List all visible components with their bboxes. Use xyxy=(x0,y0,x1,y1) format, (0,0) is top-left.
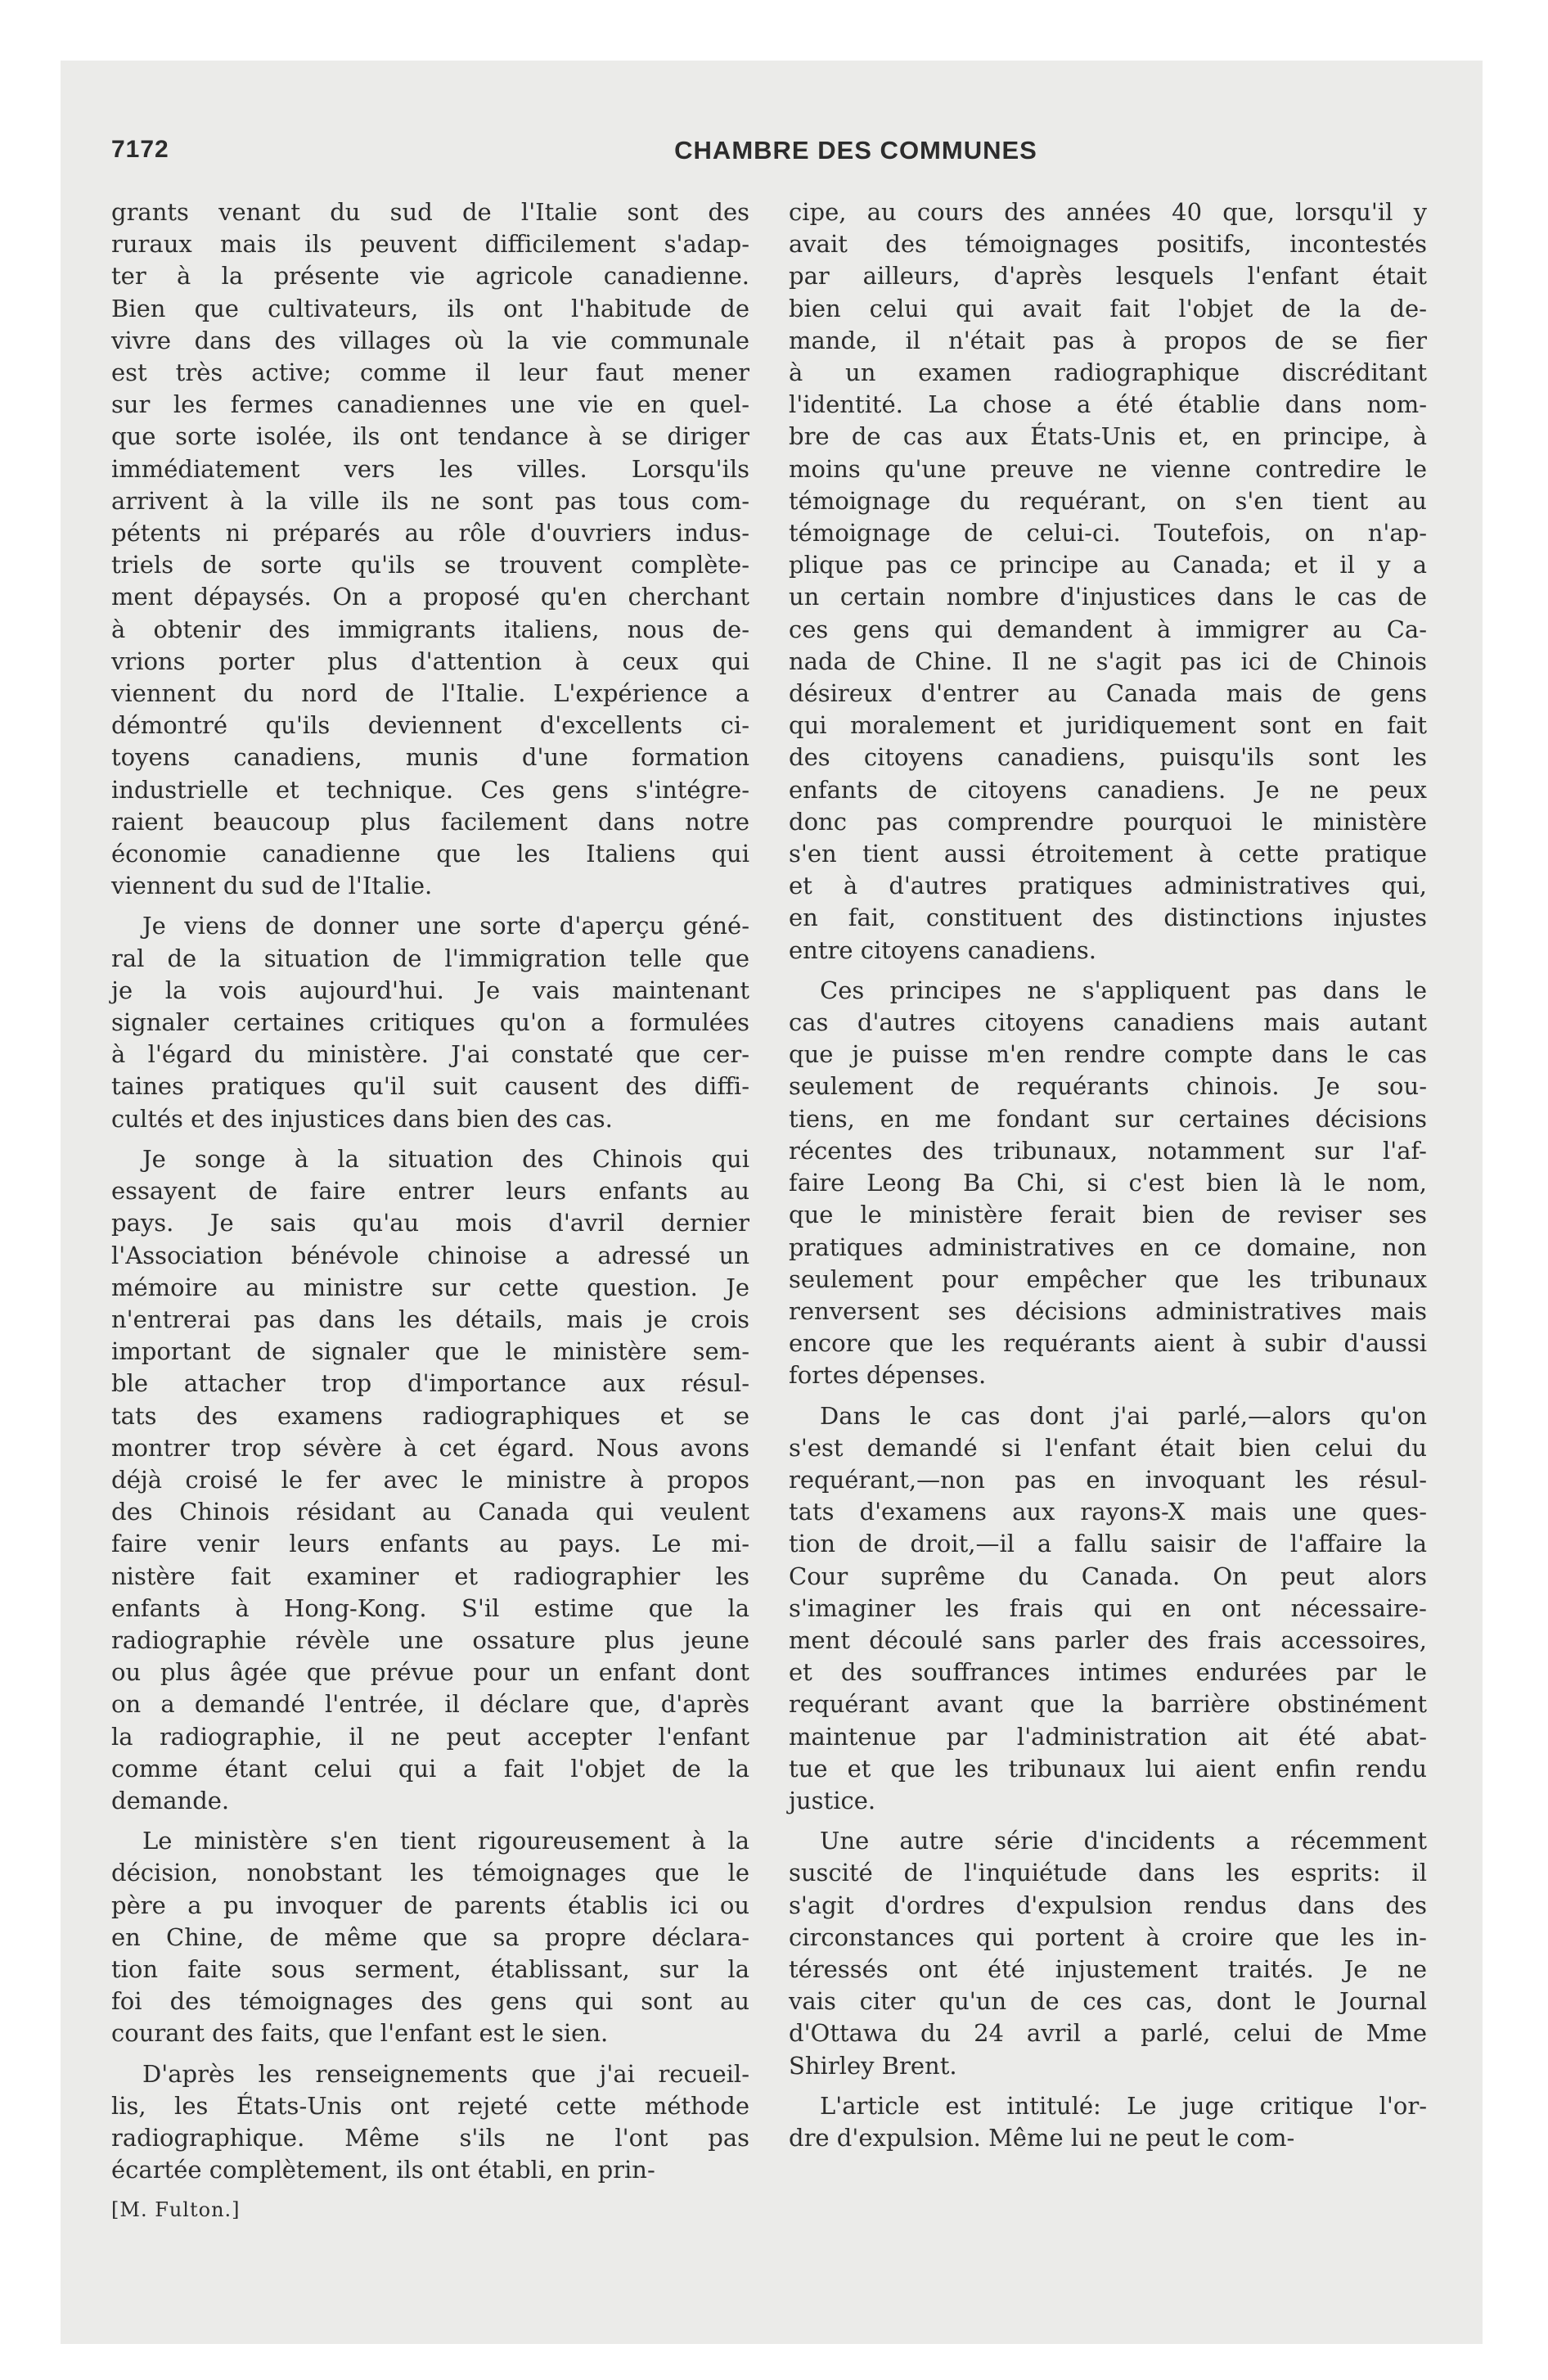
paragraph xyxy=(789,1825,1427,2082)
paragraph xyxy=(111,2058,749,2187)
text-line: est très active; comme il leur faut mener xyxy=(111,358,749,387)
text-line: que sorte isolée, ils ont tendance à se diriger xyxy=(111,422,749,451)
text-line: qui moralement et juridiquement sont en fait xyxy=(789,711,1427,740)
text-line: suscité de l'inquiétude dans les esprits: il xyxy=(789,1859,1427,1887)
text-line: témoignage de celui-ci. Toutefois, on n'ap- xyxy=(789,519,1427,548)
running-title: CHAMBRE DES COMMUNES xyxy=(674,136,1037,165)
text-line: donc pas comprendre pourquoi le ministère xyxy=(789,807,1427,836)
text-line: à obtenir des immigrants italiens, nous de- xyxy=(111,615,749,643)
text-line: tats des examens radiographiques et se xyxy=(111,1401,749,1430)
text-line: tion de droit,—il a fallu saisir de l'affaire la xyxy=(789,1530,1427,1558)
text-line: décision, nonobstant les témoignages que le xyxy=(111,1859,749,1887)
text-line: désireux d'entrer au Canada mais de gens xyxy=(789,679,1427,708)
text-line: on a demandé l'entrée, il déclare que, d'après xyxy=(111,1690,749,1719)
text-line: requérant,—non pas en invoquant les résul- xyxy=(789,1465,1427,1494)
paragraph xyxy=(789,196,1427,967)
text-line: pratiques administratives en ce domaine, non xyxy=(789,1233,1427,1261)
text-line: tion faite sous serment, établissant, sur la xyxy=(111,1954,749,1983)
text-line: radiographique. Même s'ils ne l'ont pas xyxy=(111,2123,749,2152)
text-line: je la vois aujourd'hui. Je vais maintenant xyxy=(111,976,749,1004)
text-line: bre de cas aux États-Unis et, en principe, à xyxy=(789,422,1427,451)
text-line: téressés ont été injustement traités. Je ne xyxy=(789,1954,1427,1983)
text-line: plique pas ce principe au Canada; et il y a xyxy=(789,551,1427,579)
text-line: à un examen radiographique discréditant xyxy=(789,358,1427,387)
paragraph xyxy=(111,1143,749,1817)
text-line: récentes des tribunaux, notamment sur l'af- xyxy=(789,1136,1427,1165)
text-line: vivre dans des villages où la vie communale xyxy=(111,326,749,354)
document-page xyxy=(111,131,1443,2324)
text-line: circonstances qui portent à croire que les in- xyxy=(789,1922,1427,1951)
text-line: demande. xyxy=(111,1786,230,1814)
text-line: l'Association bénévole chinoise a adressé un xyxy=(111,1241,749,1269)
text-line: D'après les renseignements que j'ai recueil- xyxy=(142,2059,749,2088)
text-line: foi des témoignages des gens qui sont au xyxy=(111,1987,749,2016)
text-line: justice. xyxy=(789,1786,876,1814)
text-line: pays. Je sais qu'au mois d'avril dernier xyxy=(111,1209,749,1237)
text-line: nistère fait examiner et radiographier les xyxy=(111,1562,749,1590)
text-line: signaler certaines critiques qu'on a formulées xyxy=(111,1008,749,1037)
text-line: écartée complètement, ils ont établi, en prin- xyxy=(111,2156,655,2184)
text-line: Le ministère s'en tient rigoureusement à la xyxy=(142,1827,749,1855)
text-line: mémoire au ministre sur cette question. Je xyxy=(111,1273,749,1301)
text-line: immédiatement vers les villes. Lorsqu'ils xyxy=(111,454,749,483)
speaker-attribution: [M. Fulton.] xyxy=(111,2198,241,2222)
text-line: s'en tient aussi étroitement à cette pratique xyxy=(789,840,1427,868)
text-line: un certain nombre d'injustices dans le cas de xyxy=(789,583,1427,611)
text-line: Shirley Brent. xyxy=(789,2051,957,2080)
text-line: s'imaginer les frais qui en ont nécessaire- xyxy=(789,1593,1427,1622)
text-line: Bien que cultivateurs, ils ont l'habitude de xyxy=(111,294,749,322)
text-line: en fait, constituent des distinctions injustes xyxy=(789,904,1427,932)
text-line: ou plus âgée que prévue pour un enfant dont xyxy=(111,1658,749,1687)
text-line: enfants à Hong-Kong. S'il estime que la xyxy=(111,1593,749,1622)
text-line: en Chine, de même que sa propre déclara- xyxy=(111,1922,749,1951)
text-line: raient beaucoup plus facilement dans notre xyxy=(111,807,749,836)
text-line: vrions porter plus d'attention à ceux qui xyxy=(111,647,749,675)
text-line: maintenue par l'administration ait été abat- xyxy=(789,1722,1427,1751)
text-line: par ailleurs, d'après lesquels l'enfant était xyxy=(789,262,1427,291)
text-line: Ces principes ne s'appliquent pas dans le xyxy=(820,976,1427,1004)
text-line: viennent du nord de l'Italie. L'expérience a xyxy=(111,679,749,708)
text-line: taines pratiques qu'il suit causent des diffi- xyxy=(111,1072,749,1101)
text-line: Je viens de donner une sorte d'aperçu géné- xyxy=(142,912,749,940)
text-line: toyens canadiens, munis d'une formation xyxy=(111,743,749,772)
text-line: mande, il n'était pas à propos de se fier xyxy=(789,326,1427,354)
page-number: 7172 xyxy=(111,136,169,163)
left-column xyxy=(111,196,749,2227)
paragraph xyxy=(111,1825,749,2049)
text-line: ble attacher trop d'importance aux résul- xyxy=(111,1369,749,1398)
text-line: fortes dépenses. xyxy=(789,1361,987,1390)
text-line: Dans le cas dont j'ai parlé,—alors qu'on xyxy=(820,1401,1427,1430)
text-line: l'identité. La chose a été établie dans nom- xyxy=(789,390,1427,419)
text-line: tats d'examens aux rayons-X mais une ques- xyxy=(789,1498,1427,1526)
text-line: des citoyens canadiens, puisqu'ils sont les xyxy=(789,743,1427,772)
text-line: d'Ottawa du 24 avril a parlé, celui de Mme xyxy=(789,2019,1427,2048)
text-line: ral de la situation de l'immigration telle que xyxy=(111,944,749,972)
text-line: Une autre série d'incidents a récemment xyxy=(820,1827,1427,1855)
text-line: et à d'autres pratiques administratives qui, xyxy=(789,872,1427,900)
text-line: des Chinois résidant au Canada qui veulent xyxy=(111,1498,749,1526)
text-line: et des souffrances intimes endurées par le xyxy=(789,1658,1427,1687)
text-line: radiographie révèle une ossature plus jeune xyxy=(111,1625,749,1654)
text-line: encore que les requérants aient à subir d'aussi xyxy=(789,1329,1427,1358)
text-line: arrivent à la ville ils ne sont pas tous com- xyxy=(111,486,749,515)
text-line: sur les fermes canadiennes une vie en quel- xyxy=(111,390,749,419)
paragraph xyxy=(789,1400,1427,1818)
text-line: renversent ses décisions administratives mais xyxy=(789,1296,1427,1325)
text-line: triels de sorte qu'ils se trouvent complète- xyxy=(111,551,749,579)
text-line: s'est demandé si l'enfant était bien celui du xyxy=(789,1433,1427,1462)
text-line: seulement pour empêcher que les tribunaux xyxy=(789,1264,1427,1293)
text-line: cultés et des injustices dans bien des cas. xyxy=(111,1104,613,1133)
text-line: entre citoyens canadiens. xyxy=(789,935,1096,964)
text-line: ment découlé sans parler des frais accessoires, xyxy=(789,1625,1427,1654)
text-line: témoignage du requérant, on s'en tient au xyxy=(789,486,1427,515)
text-line: moins qu'une preuve ne vienne contredire le xyxy=(789,454,1427,483)
text-line: viennent du sud de l'Italie. xyxy=(111,872,433,900)
text-line: dre d'expulsion. Même lui ne peut le com- xyxy=(789,2123,1295,2152)
text-line: comme étant celui qui a fait l'objet de la xyxy=(111,1754,749,1783)
text-line: cas d'autres citoyens canadiens mais autant xyxy=(789,1008,1427,1037)
text-line: nada de Chine. Il ne s'agit pas ici de Chinois xyxy=(789,647,1427,675)
text-line: grants venant du sud de l'Italie sont des xyxy=(111,198,749,226)
text-line: cipe, au cours des années 40 que, lorsqu'il y xyxy=(789,198,1427,226)
text-line: n'entrerai pas dans les détails, mais je crois xyxy=(111,1305,749,1333)
text-line: avait des témoignages positifs, incontestés xyxy=(789,230,1427,259)
text-line: ruraux mais ils peuvent difficilement s'adap- xyxy=(111,230,749,259)
text-line: L'article est intitulé: Le juge critique l'or- xyxy=(820,2091,1427,2120)
text-line: requérant avant que la barrière obstinément xyxy=(789,1690,1427,1719)
paragraph xyxy=(111,196,749,902)
text-line: bien celui qui avait fait l'objet de la de- xyxy=(789,294,1427,322)
text-line: faire venir leurs enfants au pays. Le mi- xyxy=(111,1530,749,1558)
text-line: que le ministère ferait bien de reviser ses xyxy=(789,1201,1427,1229)
text-line: que je puisse m'en rendre compte dans le cas xyxy=(789,1040,1427,1069)
text-line: faire Leong Ba Chi, si c'est bien là le nom, xyxy=(789,1169,1427,1197)
page-header xyxy=(111,131,1443,172)
text-line: à l'égard du ministère. J'ai constaté que cer- xyxy=(111,1040,749,1069)
text-line: ter à la présente vie agricole canadienne. xyxy=(111,262,749,291)
paragraph xyxy=(789,975,1427,1392)
text-line: essayent de faire entrer leurs enfants au xyxy=(111,1177,749,1206)
text-line: s'agit d'ordres d'expulsion rendus dans des xyxy=(789,1891,1427,1919)
text-line: pétents ni préparés au rôle d'ouvriers indus- xyxy=(111,519,749,548)
text-line: ment dépaysés. On a proposé qu'en cherchant xyxy=(111,583,749,611)
paragraph xyxy=(789,2090,1427,2154)
text-line: démontré qu'ils deviennent d'excellents ci- xyxy=(111,711,749,740)
text-line: courant des faits, que l'enfant est le sien. xyxy=(111,2019,609,2048)
text-line: important de signaler que le ministère sem- xyxy=(111,1337,749,1366)
text-line: lis, les États-Unis ont rejeté cette méthode xyxy=(111,2091,749,2120)
text-line: tue et que les tribunaux lui aient enfin rendu xyxy=(789,1754,1427,1783)
text-line: industrielle et technique. Ces gens s'intégre- xyxy=(111,775,749,804)
text-line: Cour suprême du Canada. On peut alors xyxy=(789,1562,1427,1590)
text-line: déjà croisé le fer avec le ministre à propos xyxy=(111,1465,749,1494)
text-line: montrer trop sévère à cet égard. Nous avons xyxy=(111,1433,749,1462)
text-line: enfants de citoyens canadiens. Je ne peux xyxy=(789,775,1427,804)
text-line: tiens, en me fondant sur certaines décisions xyxy=(789,1104,1427,1133)
text-line: Je songe à la situation des Chinois qui xyxy=(142,1144,749,1173)
text-line: la radiographie, il ne peut accepter l'enfant xyxy=(111,1722,749,1751)
text-line: économie canadienne que les Italiens qui xyxy=(111,840,749,868)
text-line: père a pu invoquer de parents établis ici ou xyxy=(111,1891,749,1919)
text-line: seulement de requérants chinois. Je sou- xyxy=(789,1072,1427,1101)
text-line: vais citer qu'un de ces cas, dont le Journal xyxy=(789,1987,1427,2016)
text-line: ces gens qui demandent à immigrer au Ca- xyxy=(789,615,1427,643)
paragraph xyxy=(111,910,749,1134)
right-column xyxy=(789,196,1427,2162)
